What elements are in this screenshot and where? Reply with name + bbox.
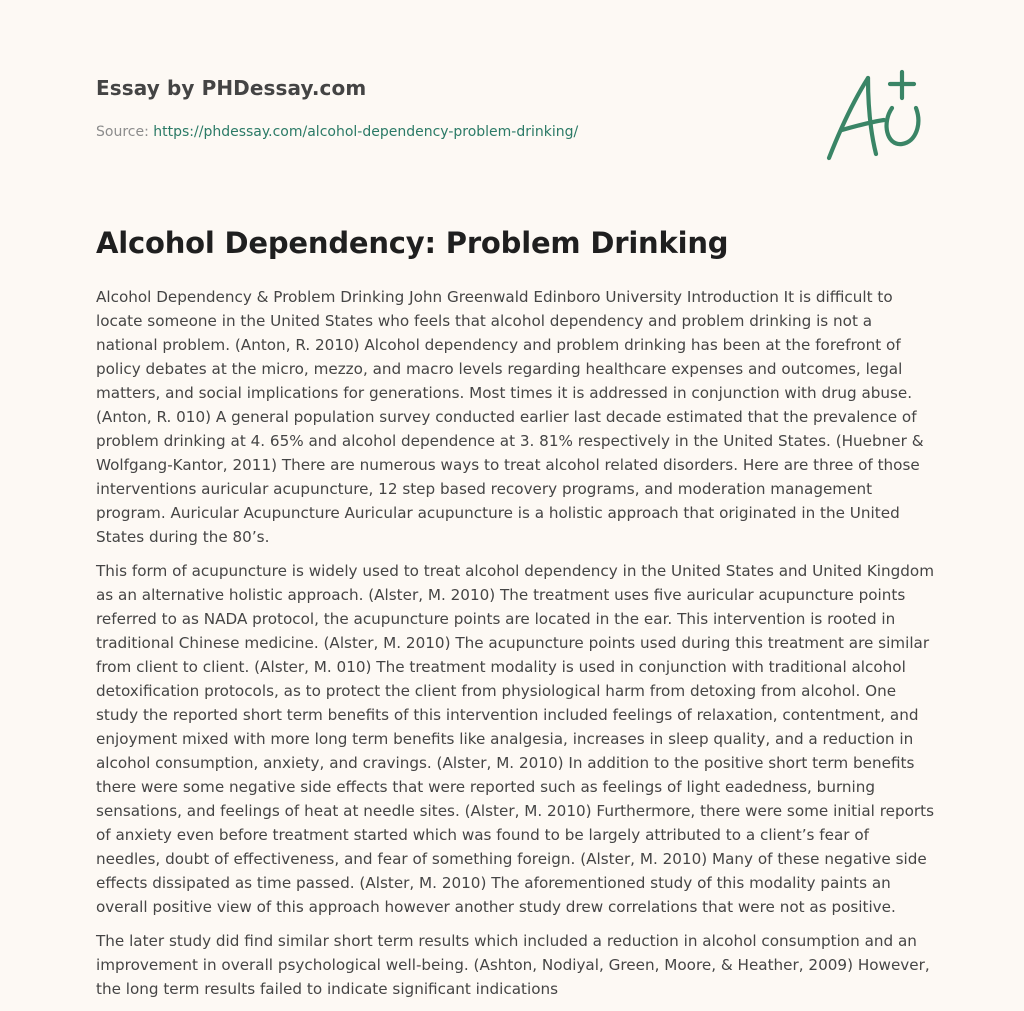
essay-paragraph: The later study did find similar short term results which included a reduction in alcohol consumption and an improvement in overall psychological well-being. (Ashton, Nodiyal, Green, Moore, & Heather, 2009) However, the long term results failed to indicate significant indications	[96, 932, 930, 998]
site-header	[96, 76, 796, 140]
source-line	[96, 124, 796, 140]
essay-paragraph: Alcohol Dependency & Problem Drinking John Greenwald Edinboro University Introduction It is difficult to locate someone in the United States who feels that alcohol dependency and problem drinking is not a national problem. (Anton, R. 2010) Alcohol dependency and problem drinking has been at the forefront of policy debates at the micro, mezzo, and macro levels regarding healthcare expenses and outcomes, legal matters, and social implications for generations. Most times it is addressed in conjunction with drug abuse. (Anton, R. 010) A general population survey conducted earlier last decade estimated that the prevalence of problem drinking at 4. 65% and alcohol dependence at 3. 81% respectively in the United States. (Huebner & Wolfgang-Kantor, 2011) There are numerous ways to treat alcohol related disorders. Here are three of those interventions auricular acupuncture, 12 step based recovery programs, and moderation management program. Auricular Acupuncture Auricular acupuncture is a holistic approach that originated in the United States during the 80’s.	[96, 288, 924, 546]
essay-title: Alcohol Dependency: Problem Drinking	[96, 226, 729, 260]
a-plus-grade-icon	[822, 68, 928, 164]
source-label: Source:	[96, 124, 154, 140]
brand-name: Essay by PHDessay.com	[96, 76, 367, 100]
source-link[interactable]: https://phdessay.com/alcohol-dependency-problem-drinking/	[153, 124, 579, 140]
essay-paragraph: This form of acupuncture is widely used to treat alcohol dependency in the United States and United Kingdom as an alternative holistic approach. (Alster, M. 2010) The treatment uses five auricular acupuncture points referred to as NADA protocol, the acupuncture points are located in the ear. This intervention is rooted in traditional Chinese medicine. (Alster, M. 2010) The acupuncture points used during this treatment are similar from client to client. (Alster, M. 010) The treatment modality is used in conjunction with traditional alcohol detoxification protocols, as to protect the client from physiological harm from detoxing from alcohol. One study the reported short term benefits of this intervention included feelings of relaxation, contentment, and enjoyment mixed with more long term benefits like analgesia, increases in sleep quality, and a reduction in alcohol consumption, anxiety, and cravings. (Alster, M. 2010) In addition to the positive short term benefits there were some negative side effects that were reported such as feelings of light eadedness, burning sensations, and feelings of heat at needle sites. (Alster, M. 2010) Furthermore, there were some initial reports of anxiety even before treatment started which was found to be largely attributed to a client’s fear of needles, doubt of effectiveness, and fear of something foreign. (Alster, M. 2010) Many of these negative side effects dissipated as time passed. (Alster, M. 2010) The aforementioned study of this modality paints an overall positive view of this approach however another study drew correlations that were not as positive.	[96, 562, 934, 916]
essay-body	[96, 285, 934, 1011]
